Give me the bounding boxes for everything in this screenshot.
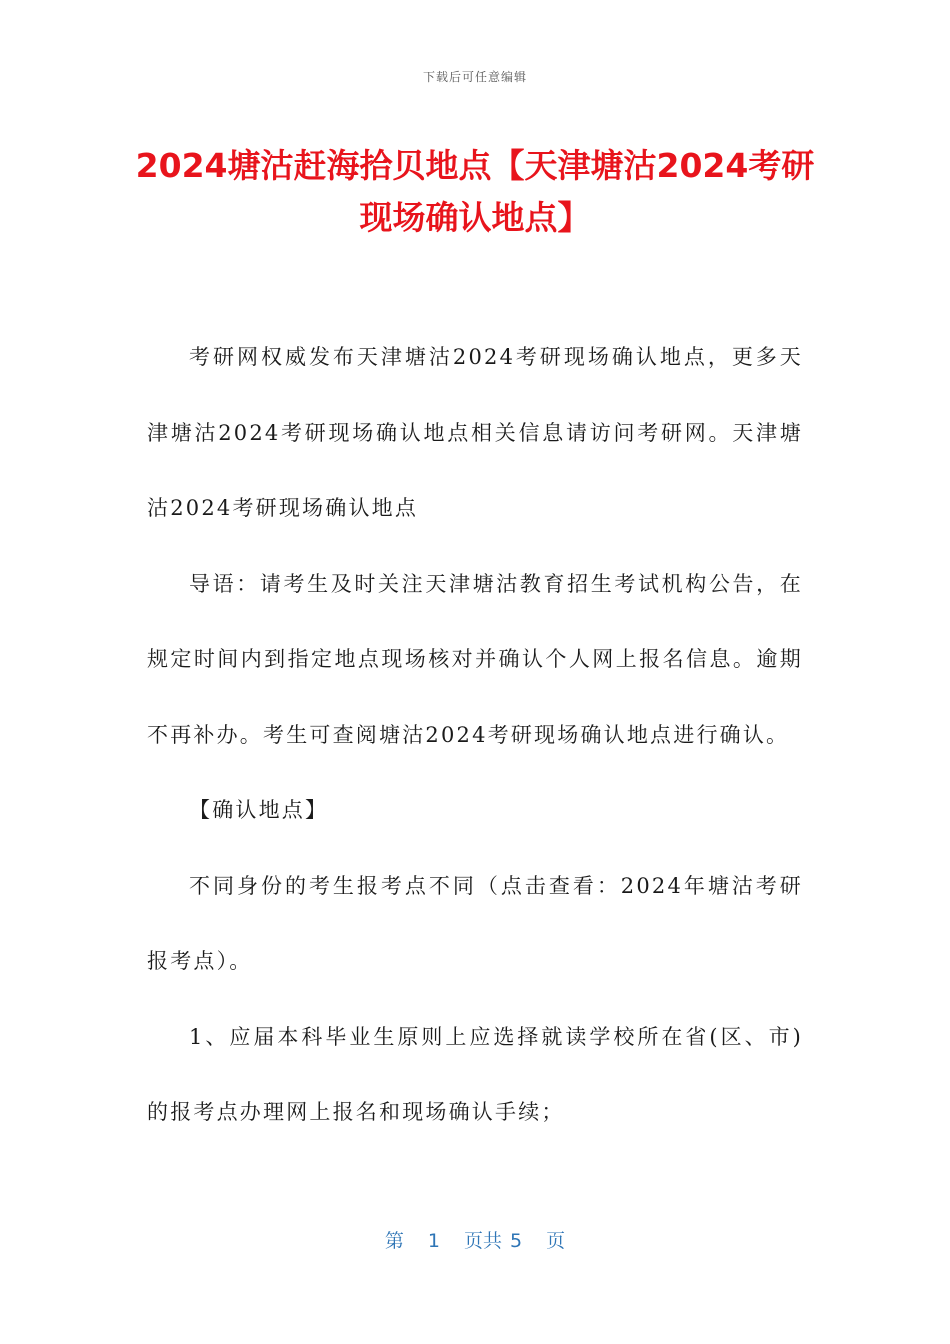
paragraph-rule-1: 1、应届本科毕业生原则上应选择就读学校所在省(区、市)的报考点办理网上报名和现场确认手续； (147, 1024, 803, 1124)
document-body (147, 320, 803, 1151)
paragraph-guide: 导语：请考生及时关注天津塘沽教育招生考试机构公告，在规定时间内到指定地点现场核对并确认个人网上报名信息。逾期不再补办。考生可查阅塘沽2024考研现场确认地点进行确认。 (147, 571, 803, 747)
page-footer (0, 1226, 950, 1253)
footer-page-label: 第 (384, 1230, 404, 1252)
document-title: 2024塘沽赶海拾贝地点【天津塘沽2024考研现场确认地点】 (135, 146, 815, 237)
section-heading-location: 【确认地点】 (189, 798, 329, 822)
paragraph-identity: 不同身份的考生报考点不同（点击查看：2024年塘沽考研报考点）。 (147, 873, 803, 973)
footer-total-pages: 5 (510, 1230, 523, 1252)
paragraph-intro: 考研网权威发布天津塘沽2024考研现场确认地点，更多天津塘沽2024考研现场确认地点相关信息请访问考研网。天津塘沽2024考研现场确认地点 (147, 345, 803, 520)
footer-page-suffix: 页共 (463, 1230, 502, 1252)
footer-total-suffix: 页 (546, 1230, 566, 1252)
footer-page-number: 1 (427, 1230, 440, 1252)
header-note: 下载后可任意编辑 (422, 70, 527, 84)
